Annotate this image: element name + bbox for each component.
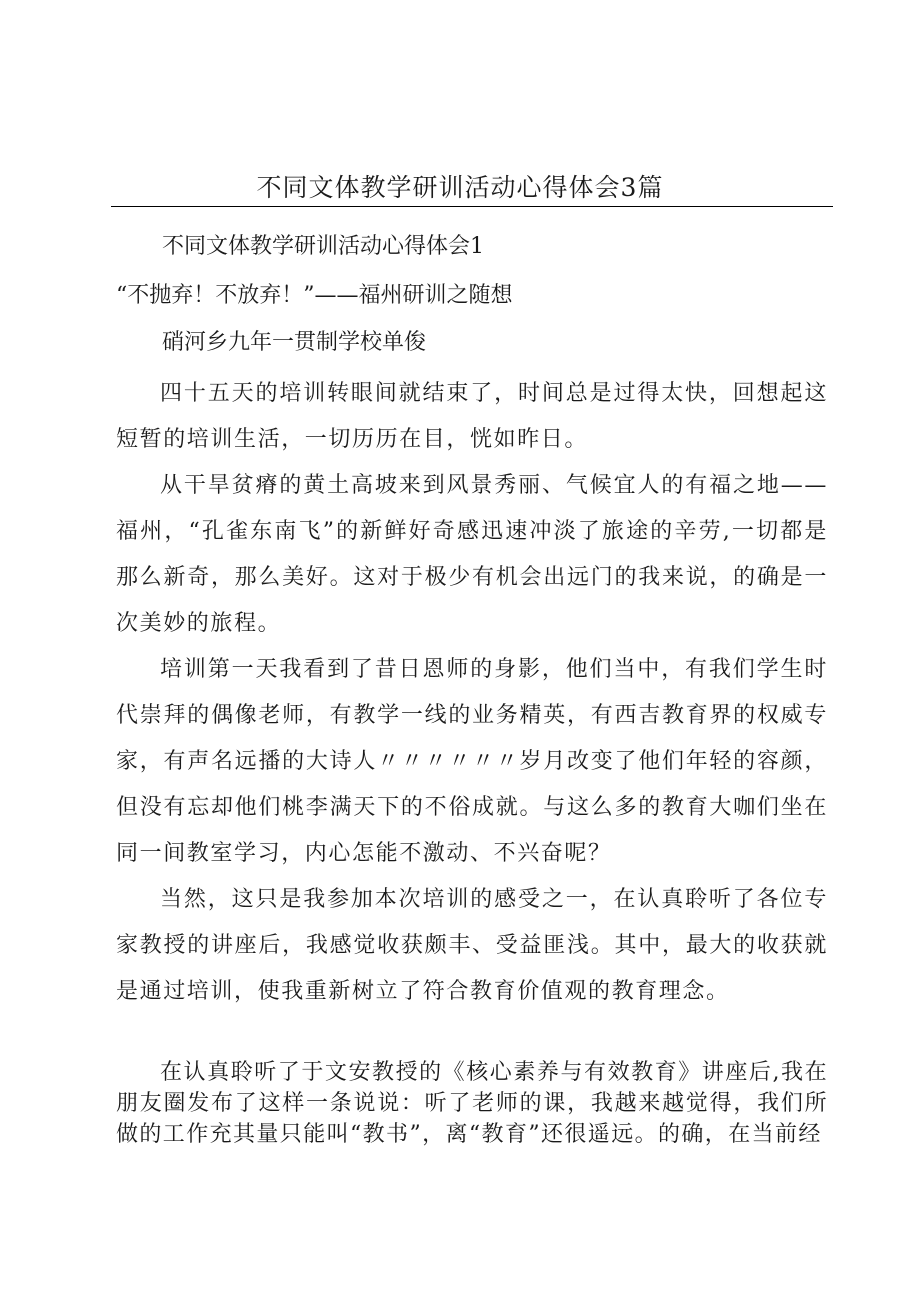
section-subtitle: 不同文体教学研训活动心得体会1 [162, 234, 484, 259]
document-title: 不同文体教学研训活动心得体会3篇 [256, 173, 664, 202]
paragraph-2: 从干旱贫瘠的黄土高坡来到风景秀丽、气候宜人的有福之地——福州，“孔雀东南飞”的新鲜好奇感迅速冲淡了旅途的辛劳,一切都是那么新奇，那么美好。这对于极少有机会出远门的我来说，的确是一次美妙的旅程。 [116, 473, 828, 636]
section-heading: “不抛弃！不放弃！”——福州研训之随想 [116, 283, 513, 308]
paragraph-1: 四十五天的培训转眼间就结束了，时间总是过得太快，回想起这短暂的培训生活，一切历历在目，恍如昨日。 [116, 381, 828, 452]
title-underline [111, 206, 833, 207]
author-line: 硝河乡九年一贯制学校单俊 [162, 330, 427, 355]
body-text [116, 371, 828, 1015]
paragraph-5: 在认真聆听了于文安教授的《核心素养与有效教育》讲座后,我在朋友圈发布了这样一条说说：听了老师的课，我越来越觉得，我们所做的工作充其量只能叫“教书”，离“教育”还很遥远。的确，在当前经 [116, 1060, 828, 1147]
paragraph-4: 当然，这只是我参加本次培训的感受之一，在认真聆听了各位专家教授的讲座后，我感觉收获颇丰、受益匪浅。其中，最大的收获就是通过培训，使我重新树立了符合教育价值观的教育理念。 [116, 887, 828, 1004]
body-text-continued [116, 1057, 828, 1150]
paragraph-3: 培训第一天我看到了昔日恩师的身影，他们当中，有我们学生时代崇拜的偶像老师，有教学一线的业务精英，有西吉教育界的权威专家，有声名远播的大诗人〃〃〃〃〃〃岁月改变了他们年轻的容颜，但没有忘却他们桃李满天下的不俗成就。与这么多的教育大咖们坐在同一间教室学习，内心怎能不激动、不兴奋呢？ [116, 657, 828, 866]
